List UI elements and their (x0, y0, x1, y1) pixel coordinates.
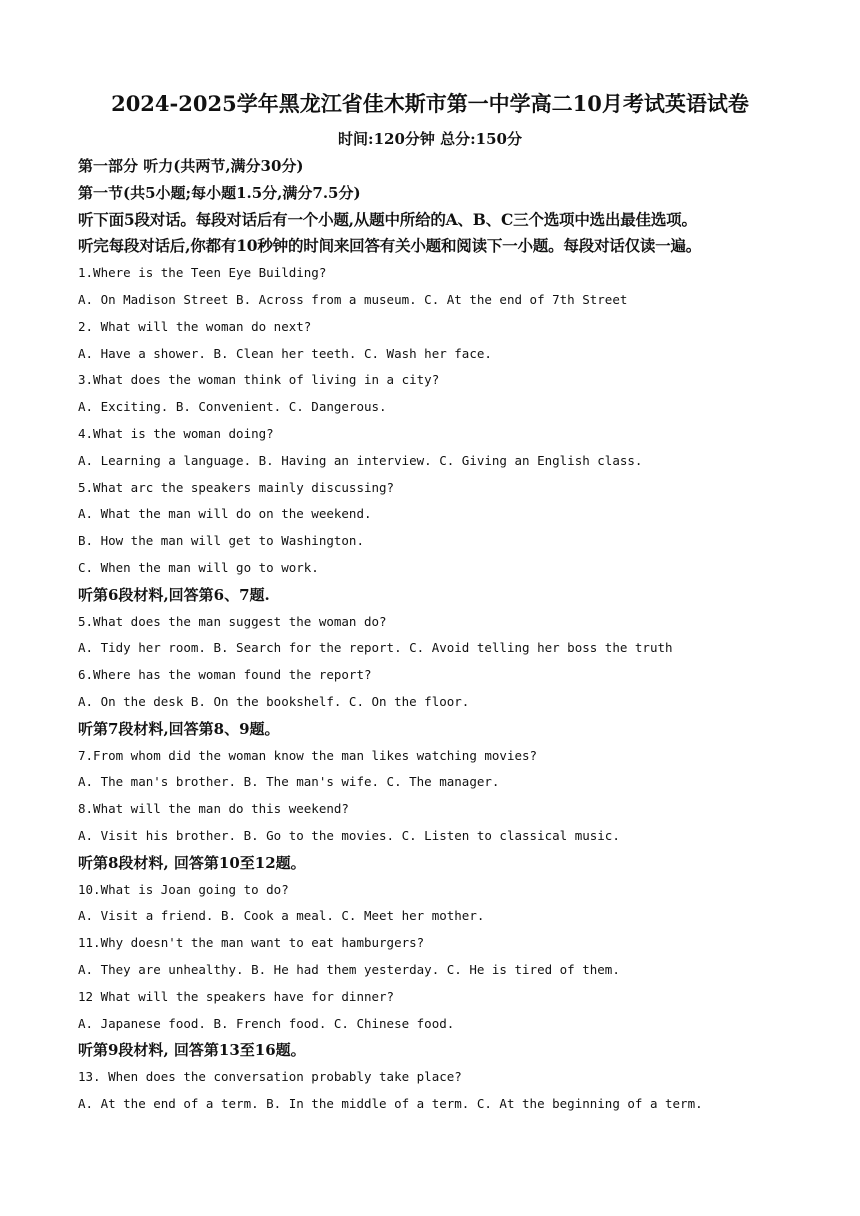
answer-options: A. They are unhealthy. B. He had them yesterday. C. He is tired of them. (78, 961, 620, 977)
answer-options: A. Learning a language. B. Having an interview. C. Giving an English class. (78, 452, 643, 468)
answer-options: A. On the desk B. On the bookshelf. C. On the floor. (78, 693, 470, 709)
exam-content (78, 153, 798, 1118)
question-text: 6.Where has the woman found the report? (78, 667, 372, 683)
answer-options: A. On Madison Street B. Across from a museum. C. At the end of 7th Street (78, 291, 628, 307)
answer-options: A. Visit a friend. B. Cook a meal. C. Meet her mother. (78, 908, 485, 924)
exam-time-and-score: 时间:120分钟 总分:150分 (338, 130, 522, 148)
exam-title: 2024-2025学年黑龙江省佳木斯市第一中学高二10月考试英语试卷 (111, 91, 749, 116)
section-heading: 听第7段材料,回答第8、9题。 (78, 719, 280, 738)
question-text: 5.What arc the speakers mainly discussing? (78, 479, 395, 495)
answer-options: A. The man's brother. B. The man's wife. C. The manager. (78, 774, 500, 790)
question-text: 3.What does the woman think of living in a city? (78, 372, 440, 388)
section-heading: 听第6段材料,回答第6、7题. (78, 585, 270, 604)
section-heading: 第一节(共5小题;每小题1.5分,满分7.5分) (78, 183, 361, 202)
answer-options: A. Have a shower. B. Clean her teeth. C. Wash her face. (78, 345, 492, 361)
question-text: 4.What is the woman doing? (78, 425, 274, 441)
question-text: 1.Where is the Teen Eye Building? (78, 265, 327, 281)
section-heading: 第一部分 听力(共两节,满分30分) (78, 157, 304, 175)
answer-options: A. Visit his brother. B. Go to the movies. C. Listen to classical music. (78, 827, 620, 843)
section-heading: 听第9段材料, 回答第13至16题。 (78, 1041, 306, 1060)
instruction-text: 听完每段对话后,你都有10秒钟的时间来回答有关小题和阅读下一小题。每段对话仅读一遍。 (78, 236, 702, 256)
section-heading: 听第8段材料, 回答第10至12题。 (78, 853, 306, 872)
question-text: 7.From whom did the woman know the man likes watching movies? (78, 747, 538, 763)
answer-options: B. How the man will get to Washington. (78, 533, 364, 549)
answer-options: A. Japanese food. B. French food. C. Chinese food. (78, 1015, 455, 1031)
answer-options: C. When the man will go to work. (78, 559, 319, 575)
question-text: 10.What is Joan going to do? (78, 881, 289, 897)
question-text: 8.What will the man do this weekend? (78, 801, 349, 817)
question-text: 5.What does the man suggest the woman do? (78, 613, 387, 629)
question-text: 11.Why doesn't the man want to eat hamburgers? (78, 935, 425, 951)
question-text: 12 What will the speakers have for dinner? (78, 988, 395, 1004)
question-text: 13. When does the conversation probably take place? (78, 1069, 462, 1085)
instruction-text: 听下面5段对话。每段对话后有一个小题,从题中所给的A、B、C三个选项中选出最佳选项。 (78, 209, 697, 229)
answer-options: A. At the end of a term. B. In the middle of a term. C. At the beginning of a term. (78, 1095, 703, 1111)
answer-options: A. Tidy her room. B. Search for the report. C. Avoid telling her boss the truth (78, 640, 673, 656)
answer-options: A. What the man will do on the weekend. (78, 506, 372, 522)
question-text: 2. What will the woman do next? (78, 318, 312, 334)
answer-options: A. Exciting. B. Convenient. C. Dangerous. (78, 399, 387, 415)
